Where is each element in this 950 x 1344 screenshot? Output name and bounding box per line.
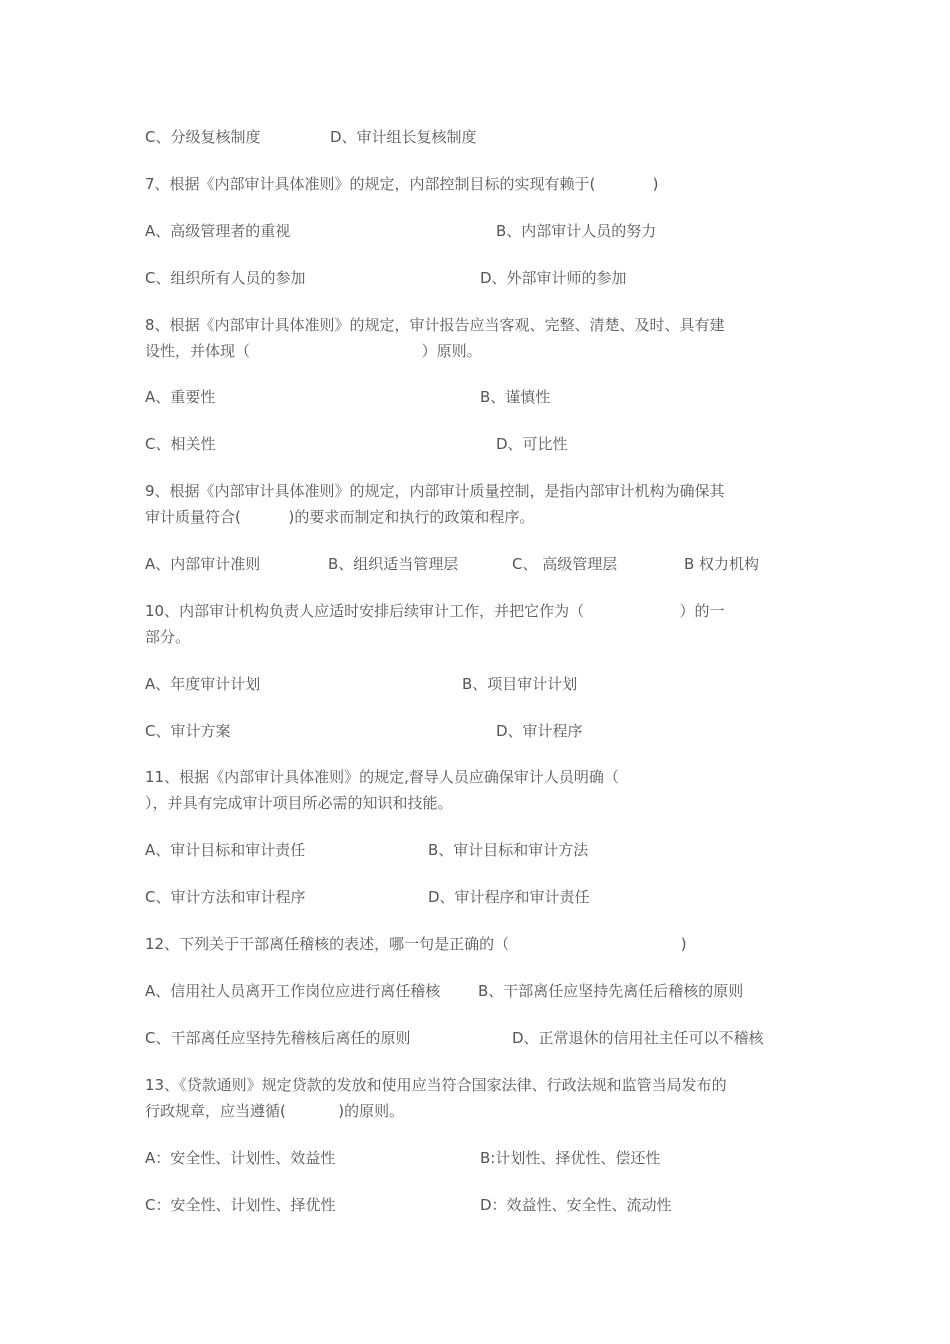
question-7: 7、根据《内部审计具体准则》的规定，内部控制目标的实现有赖于( ) [145, 175, 659, 193]
question-13-line-1: 13、《贷款通则》规定贷款的发放和使用应当符合国家法律、行政法规和监管当局发布的 [145, 1076, 727, 1094]
option-c: C、审计方法和审计程序 [145, 888, 306, 906]
option-a: A：安全性、计划性、效益性 [145, 1149, 336, 1167]
option-b: B、项目审计计划 [462, 675, 578, 693]
question-13-line-2: 行政规章，应当遵循( )的原则。 [145, 1102, 405, 1120]
question-10-line-1: 10、内部审计机构负责人应适时安排后续审计工作，并把它作为（ ）的一 [145, 602, 725, 620]
question-12: 12、下列关于干部离任稽核的表述，哪一句是正确的（ ) [145, 935, 687, 953]
option-d: D、可比性 [496, 435, 568, 453]
option-d: D、审计程序 [496, 722, 583, 740]
question-11-line-2: ），并具有完成审计项目所必需的知识和技能。 [145, 794, 453, 812]
option-b: B、内部审计人员的努力 [496, 222, 657, 240]
option-d: D、外部审计师的参加 [480, 269, 627, 287]
option-c: C、分级复核制度 [145, 128, 261, 146]
option-a: A、年度审计计划 [145, 675, 261, 693]
option-d: D：效益性、安全性、流动性 [480, 1196, 672, 1214]
option-d: D、正常退休的信用社主任可以不稽核 [512, 1029, 764, 1047]
option-c: C、干部离任应坚持先稽核后离任的原则 [145, 1029, 411, 1047]
option-b: B、谨慎性 [480, 388, 551, 406]
option-a: A、高级管理者的重视 [145, 222, 291, 240]
question-9-line-1: 9、根据《内部审计具体准则》的规定，内部审计质量控制，是指内部审计机构为确保其 [145, 482, 725, 500]
option-a: A、审计目标和审计责任 [145, 841, 306, 859]
option-a: A、重要性 [145, 388, 216, 406]
question-11-line-1: 11、根据《内部审计具体准则》的规定,督导人员应确保审计人员明确（ [145, 768, 619, 786]
option-c: C、 高级管理层 [512, 555, 618, 573]
option-c: C：安全性、计划性、择优性 [145, 1196, 336, 1214]
option-b: B:计划性、择优性、偿还性 [480, 1149, 661, 1167]
option-b: B、组织适当管理层 [328, 555, 459, 573]
option-a: A、信用社人员离开工作岗位应进行离任稽核 [145, 982, 441, 1000]
option-c: C、组织所有人员的参加 [145, 269, 306, 287]
question-10-line-2: 部分。 [145, 628, 191, 646]
option-d: B 权力机构 [684, 555, 760, 573]
question-9-line-2: 审计质量符合( )的要求而制定和执行的政策和程序。 [145, 508, 535, 526]
option-d: D、审计程序和审计责任 [428, 888, 590, 906]
option-b: B、审计目标和审计方法 [428, 841, 589, 859]
option-d: D、审计组长复核制度 [330, 128, 477, 146]
option-c: C、相关性 [145, 435, 216, 453]
option-c: C、审计方案 [145, 722, 231, 740]
question-8-line-2: 设性，并体现（ ）原则。 [145, 342, 482, 360]
option-b: B、干部离任应坚持先离任后稽核的原则 [478, 982, 744, 1000]
question-8-line-1: 8、根据《内部审计具体准则》的规定，审计报告应当客观、完整、清楚、及时、具有建 [145, 316, 725, 334]
option-a: A、内部审计准则 [145, 555, 261, 573]
